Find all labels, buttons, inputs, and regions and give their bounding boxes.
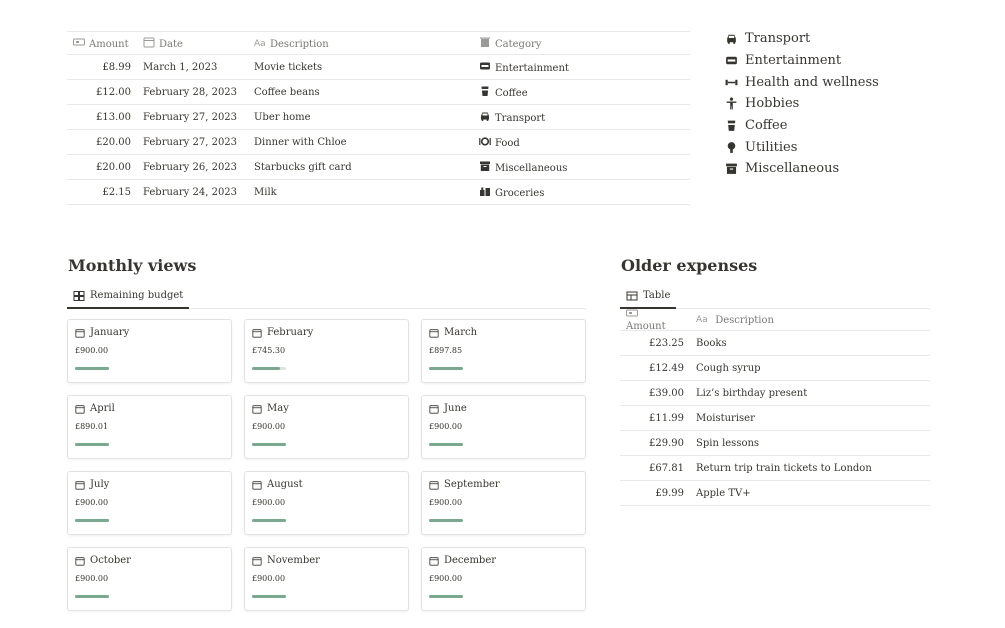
dumbbell-icon [725, 76, 738, 89]
text-icon [696, 312, 708, 324]
category-item[interactable]: Health and wellness [725, 71, 879, 93]
budget-progress-fill [429, 519, 463, 522]
month-title: March [429, 327, 477, 338]
amount-cell[interactable]: £39.00 [649, 387, 684, 399]
table-row[interactable] [620, 406, 930, 431]
description-cell[interactable]: Milk [254, 186, 277, 198]
older-expenses-title: Older expenses [621, 256, 758, 275]
budget-progress-bar [252, 595, 286, 598]
table-row[interactable] [67, 55, 690, 80]
table-row[interactable] [620, 381, 930, 406]
monthly-views-tabbar [67, 284, 586, 309]
monthly-views-title: Monthly views [68, 256, 197, 275]
budget-progress-bar [75, 519, 109, 522]
category-item[interactable]: Utilities [725, 136, 879, 158]
column-header-category[interactable]: Category [473, 36, 690, 50]
month-title: May [252, 403, 289, 414]
column-header-amount[interactable]: Amount [620, 307, 690, 332]
amount-cell[interactable]: £9.99 [655, 487, 684, 499]
groceries-icon [479, 185, 491, 197]
table-row[interactable] [620, 431, 930, 456]
month-card[interactable] [67, 471, 232, 535]
description-cell[interactable]: Movie tickets [254, 61, 323, 73]
budget-progress-fill [429, 595, 463, 598]
car-icon [479, 110, 491, 122]
month-title: September [429, 479, 500, 490]
category-cell[interactable]: Food [473, 135, 690, 149]
budget-progress-fill [75, 595, 109, 598]
calendar-icon [75, 480, 85, 490]
svg-text:Aa: Aa [696, 315, 708, 324]
month-title: November [252, 555, 320, 566]
category-item[interactable]: Miscellaneous [725, 158, 879, 180]
description-cell[interactable]: Uber home [254, 111, 311, 123]
column-header-amount[interactable]: Amount [67, 36, 137, 50]
remaining-amount: £900.00 [252, 498, 286, 507]
category-cell[interactable]: Coffee [473, 85, 690, 99]
column-header-description[interactable]: Aa Description [248, 36, 473, 50]
date-cell[interactable]: February 27, 2023 [143, 111, 238, 123]
description-cell[interactable]: Liz’s birthday present [696, 387, 808, 399]
number-icon [626, 307, 638, 319]
table-row[interactable] [67, 80, 690, 105]
budget-progress-bar [75, 443, 109, 446]
column-header-date[interactable]: Date [137, 36, 248, 50]
amount-cell[interactable]: £67.81 [649, 462, 684, 474]
table-row[interactable] [620, 456, 930, 481]
budget-progress-fill [252, 443, 286, 446]
budget-progress-bar [429, 367, 463, 370]
calendar-icon [143, 36, 155, 48]
remaining-amount: £900.00 [429, 574, 463, 583]
budget-progress-fill [75, 367, 109, 370]
category-cell[interactable]: Transport [473, 110, 690, 124]
month-card[interactable] [244, 395, 409, 459]
coffee-cup-icon [479, 85, 491, 97]
date-cell[interactable]: February 28, 2023 [143, 86, 238, 98]
budget-progress-fill [252, 595, 286, 598]
amount-cell[interactable]: £29.90 [649, 437, 684, 449]
remaining-amount: £897.85 [429, 346, 463, 355]
budget-progress-bar [429, 519, 463, 522]
food-icon [479, 135, 491, 147]
ticket-icon [479, 60, 491, 72]
month-card[interactable] [421, 547, 586, 611]
amount-cell[interactable]: £12.00 [96, 86, 131, 98]
description-cell[interactable]: Dinner with Chloe [254, 136, 347, 148]
calendar-icon [75, 556, 85, 566]
number-icon [73, 36, 85, 48]
budget-progress-fill [429, 443, 463, 446]
date-cell[interactable]: March 1, 2023 [143, 61, 218, 73]
gallery-icon [73, 290, 85, 302]
table-row[interactable] [67, 105, 690, 130]
calendar-icon [429, 556, 439, 566]
description-cell[interactable]: Return trip train tickets to London [696, 462, 872, 474]
budget-progress-fill [252, 367, 280, 370]
older-table-header [620, 308, 930, 331]
month-card[interactable] [244, 471, 409, 535]
older-expenses-tabbar [620, 284, 930, 309]
table-row[interactable] [67, 180, 690, 205]
budget-progress-fill [75, 443, 109, 446]
table-row[interactable] [67, 130, 690, 155]
month-card[interactable] [421, 471, 586, 535]
category-item[interactable]: Transport [725, 28, 879, 50]
remaining-amount: £900.00 [75, 346, 109, 355]
table-row[interactable] [620, 481, 930, 506]
archive-icon [479, 160, 491, 172]
month-card[interactable] [244, 547, 409, 611]
remaining-amount: £900.00 [75, 498, 109, 507]
month-card[interactable] [67, 319, 232, 383]
budget-progress-fill [75, 519, 109, 522]
remaining-amount: £900.00 [429, 422, 463, 431]
month-card[interactable] [67, 395, 232, 459]
table-icon [626, 290, 638, 302]
person-icon [725, 97, 738, 110]
month-title: December [429, 555, 496, 566]
calendar-icon [429, 404, 439, 414]
table-row[interactable] [620, 356, 930, 381]
budget-progress-fill [429, 367, 463, 370]
budget-progress-bar [75, 595, 109, 598]
month-title: July [75, 479, 109, 490]
budget-progress-bar [429, 595, 463, 598]
remaining-amount: £890.01 [75, 422, 109, 431]
amount-cell[interactable]: £20.00 [96, 161, 131, 173]
remaining-amount: £900.00 [252, 422, 286, 431]
tab-remaining-budget[interactable]: Remaining budget [67, 284, 189, 309]
calendar-icon [252, 480, 262, 490]
category-item[interactable]: Entertainment [725, 50, 879, 72]
date-cell[interactable]: February 24, 2023 [143, 186, 238, 198]
category-list [725, 28, 879, 180]
svg-text:Aa: Aa [254, 39, 266, 48]
calendar-icon [75, 404, 85, 414]
category-item[interactable]: Hobbies [725, 93, 879, 115]
amount-cell[interactable]: £8.99 [102, 61, 131, 73]
description-cell[interactable]: Spin lessons [696, 437, 760, 449]
date-cell[interactable]: February 26, 2023 [143, 161, 238, 173]
amount-cell[interactable]: £12.49 [649, 362, 684, 374]
table-row[interactable] [620, 331, 930, 356]
month-title: January [75, 327, 129, 338]
month-title: April [75, 403, 115, 414]
text-icon [254, 36, 266, 48]
expenses-table [67, 31, 690, 205]
category-cell[interactable]: Groceries [473, 185, 690, 199]
ticket-icon [725, 54, 738, 67]
amount-cell[interactable]: £23.25 [649, 337, 684, 349]
coffee-cup-icon [725, 119, 738, 132]
budget-progress-bar [252, 519, 286, 522]
description-cell[interactable]: Moisturiser [696, 412, 755, 424]
expenses-table-header [67, 31, 690, 55]
calendar-icon [75, 328, 85, 338]
month-title: October [75, 555, 131, 566]
budget-progress-bar [252, 443, 286, 446]
calendar-icon [252, 328, 262, 338]
month-title: February [252, 327, 313, 338]
month-card[interactable] [244, 319, 409, 383]
trash-icon [479, 36, 491, 48]
calendar-icon [429, 480, 439, 490]
month-card[interactable] [67, 547, 232, 611]
archive-icon [725, 162, 738, 175]
tab-table[interactable]: Table [620, 284, 676, 309]
calendar-icon [429, 328, 439, 338]
category-cell[interactable]: Miscellaneous [473, 160, 690, 174]
month-card[interactable] [421, 395, 586, 459]
amount-cell[interactable]: £13.00 [96, 111, 131, 123]
remaining-amount: £900.00 [252, 574, 286, 583]
month-card[interactable] [421, 319, 586, 383]
calendar-icon [252, 556, 262, 566]
budget-progress-fill [252, 519, 286, 522]
amount-cell[interactable]: £2.15 [102, 186, 131, 198]
older-expenses-table [620, 308, 930, 506]
amount-cell[interactable]: £11.99 [649, 412, 684, 424]
month-title: August [252, 479, 303, 490]
remaining-amount: £745.30 [252, 346, 286, 355]
category-cell[interactable]: Entertainment [473, 60, 690, 74]
budget-progress-bar [252, 367, 286, 370]
month-title: June [429, 403, 467, 414]
amount-cell[interactable]: £20.00 [96, 136, 131, 148]
description-cell[interactable]: Starbucks gift card [254, 161, 352, 173]
calendar-icon [252, 404, 262, 414]
description-cell[interactable]: Cough syrup [696, 362, 761, 374]
budget-progress-bar [429, 443, 463, 446]
lightbulb-icon [725, 141, 738, 154]
date-cell[interactable]: February 27, 2023 [143, 136, 238, 148]
description-cell[interactable]: Apple TV+ [696, 487, 751, 499]
description-cell[interactable]: Coffee beans [254, 86, 320, 98]
remaining-amount: £900.00 [75, 574, 109, 583]
budget-progress-bar [75, 367, 109, 370]
table-row[interactable] [67, 155, 690, 180]
description-cell[interactable]: Books [696, 337, 727, 349]
column-header-description[interactable]: Aa Description [690, 312, 930, 326]
car-icon [725, 32, 738, 45]
category-item[interactable]: Coffee [725, 115, 879, 137]
remaining-amount: £900.00 [429, 498, 463, 507]
